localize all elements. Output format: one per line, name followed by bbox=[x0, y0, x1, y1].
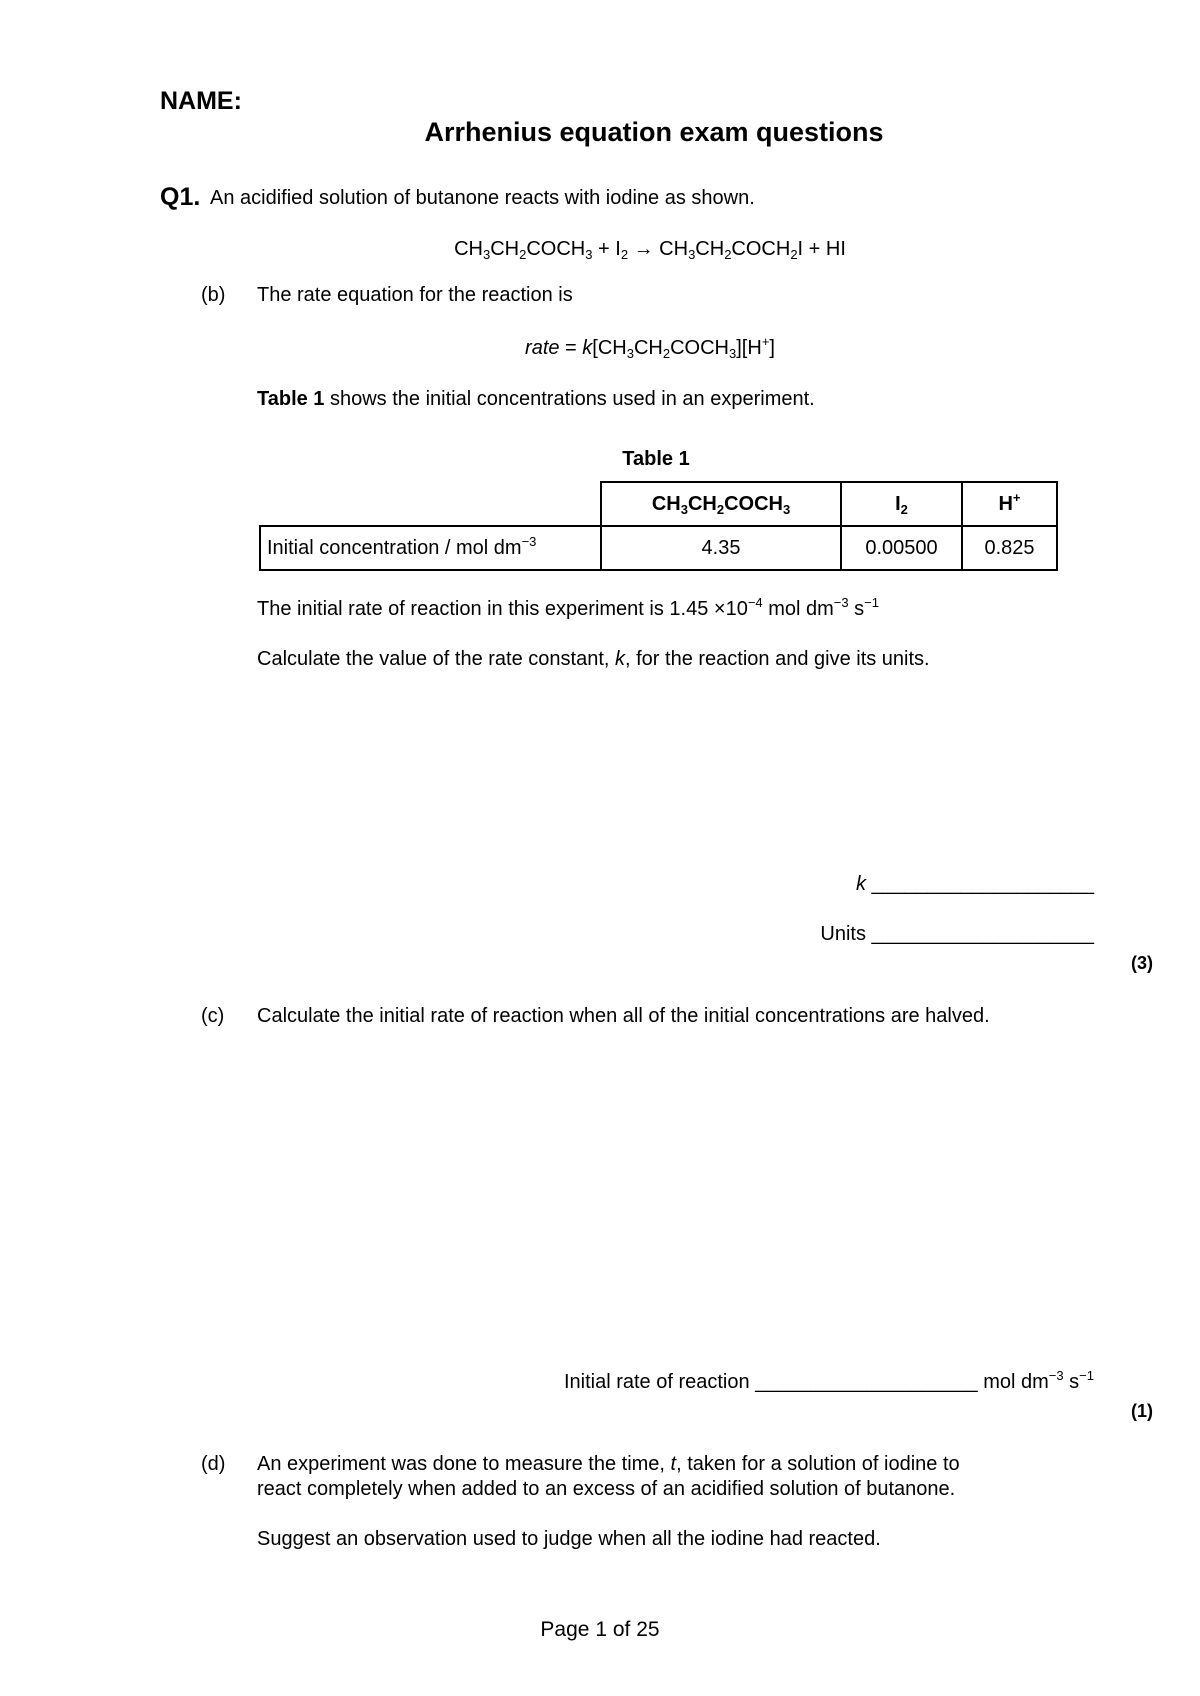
part-d-text-line-3: Suggest an observation used to judge when all the iodine had reacted. bbox=[257, 1528, 881, 1550]
table-intro: Table 1 shows the initial concentrations used in an experiment. bbox=[257, 388, 815, 410]
concentration-table bbox=[259, 481, 1058, 571]
table-cell-butanone: 4.35 bbox=[601, 526, 841, 570]
table-row bbox=[260, 526, 1057, 570]
part-d-text-line-1: An experiment was done to measure the time, t, taken for a solution of iodine to bbox=[257, 1453, 960, 1475]
rate-equation: rate = $k[CH_3CH_2COCH_3][H^+]$ bbox=[525, 334, 775, 361]
initial-rate-statement: The initial rate of reaction in this experiment is $1.45 \times 10^{-4}$ mol $dm^{-3}$ $s^{-1}$ bbox=[257, 595, 879, 620]
name-label: NAME: bbox=[160, 87, 242, 115]
reactant-butanone: $CH_3CH_2COCH_3$ bbox=[454, 238, 593, 262]
marks-part-c: (1) bbox=[1131, 1401, 1153, 1421]
table-row-label: Initial concentration / mol $dm^{-3}$ bbox=[260, 526, 601, 570]
table-caption: Table 1 bbox=[622, 448, 690, 470]
product-iodobutanone: $CH_3CH_2COCH_2I$ bbox=[659, 238, 804, 262]
part-c-label: (c) bbox=[201, 1005, 225, 1027]
part-d-text-line-2: react completely when added to an excess of an acidified solution of butanone. bbox=[257, 1478, 956, 1500]
question-intro: An acidified solution of butanone reacts with iodine as shown. bbox=[210, 187, 755, 209]
part-b-text: The rate equation for the reaction is bbox=[257, 284, 573, 306]
marks-part-b: (3) bbox=[1131, 953, 1153, 973]
initial-rate-answer-line[interactable]: Initial rate of reaction ____________________ mol $dm^{-3}$ $s^{-1}$ bbox=[563, 1368, 1094, 1393]
k-answer-line[interactable]: k ____________________ bbox=[855, 873, 1094, 895]
table-header-row bbox=[260, 482, 1057, 526]
page-title: Arrhenius equation exam questions bbox=[424, 117, 884, 147]
table-cell-iodine: 0.00500 bbox=[841, 526, 962, 570]
units-answer-line[interactable]: Units ____________________ bbox=[820, 923, 1094, 945]
calculate-k-instruction: Calculate the value of the rate constant, k, for the reaction and give its units. bbox=[257, 648, 930, 670]
product-hi: HI bbox=[825, 238, 846, 260]
page-footer: Page 1 of 25 bbox=[540, 1618, 660, 1641]
table-cell-hydrogen-ion: 0.825 bbox=[962, 526, 1057, 570]
part-d-label: (d) bbox=[201, 1453, 226, 1475]
reactant-iodine: $I_2$ bbox=[615, 238, 629, 262]
part-c-text: Calculate the initial rate of reaction when all of the initial concentrations are halved. bbox=[257, 1005, 990, 1027]
table-header-butanone: $CH_3CH_2COCH_3$ bbox=[601, 482, 841, 526]
table-header-hydrogen-ion: H+ bbox=[962, 482, 1057, 526]
question-number: Q1. bbox=[160, 183, 201, 211]
reaction-arrow: → bbox=[628, 238, 660, 260]
reaction-equation: $CH_3CH_2COCH_3 + I_2$ → $CH_3CH_2COCH_2I$ + HI bbox=[454, 238, 846, 262]
part-b-label: (b) bbox=[201, 284, 226, 306]
table-corner-blank bbox=[260, 482, 601, 526]
table-header-iodine: $I_2$ bbox=[841, 482, 962, 526]
